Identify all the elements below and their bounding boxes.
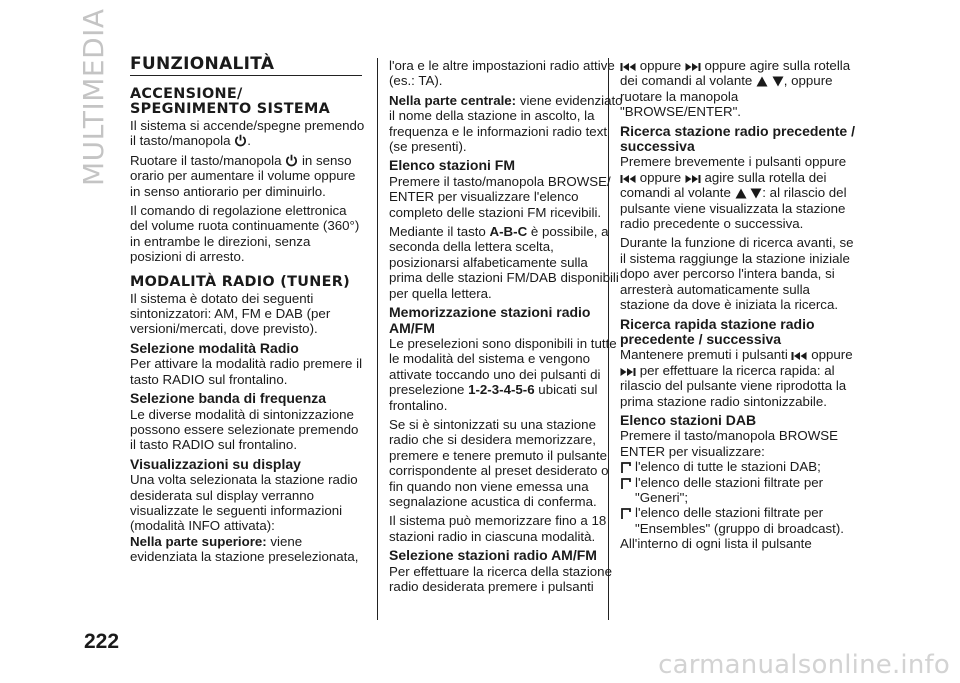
paragraph: Una volta selezionata la stazione radio desiderata sul display verranno visualizzate le seguenti informazioni (modalità INFO attivata): [130,472,358,534]
heading-selezione-banda: Selezione banda di frequenza [130,390,327,407]
bullet-icon [620,508,632,520]
heading-ricerca-stazione: Ricerca stazione radio precedente / successiva [620,122,855,155]
previous-track-icon [620,62,636,72]
heading-memorizzazione: Memorizzazione stazioni radio AM/FM [389,304,591,336]
paragraph: Premere brevemente i pulsanti oppure oppure agire sulla rotella dei comandi al volante : al rilascio del pulsante viene visualizzata la stazione radio precedente o successiva. [620,154,847,232]
list-item: l'elenco di tutte le stazioni DAB; [620,459,855,474]
heading-visualizzazioni: Visualizzazioni su display [130,455,301,472]
paragraph: Per effettuare la ricerca della stazione radio desiderata premere i pulsanti [389,563,612,594]
column-divider [377,58,378,620]
arrow-up-icon [735,188,747,199]
paragraph: Se si è sintonizzati su una stazione radio che si desidera memorizzare, premere e tenere premuto il pulsante corrispondente al preset desiderato o fin quando non viene emessa una segnalazione acustica di conferma. [389,416,609,509]
heading-selezione-stazioni: Selezione stazioni radio AM/FM [389,547,597,564]
arrow-down-icon [772,76,784,87]
heading-accensione: ACCENSIONE/ SPEGNIMENTO SISTEMA [130,86,331,117]
heading-elenco-fm: Elenco stazioni FM [389,157,516,174]
paragraph: Le diverse modalità di sintonizzazione possono essere selezionate premendo il tasto RADIO sul frontalino. [130,406,359,453]
previous-track-icon [791,351,807,361]
column-1 [130,55,365,569]
paragraph: oppure oppure agire sulla rotella dei comandi al volante , oppure ruotare la manopola "BROWSE/ENTER". [620,58,851,120]
list-item: l'elenco delle stazioni filtrate per "Ensembles" (gruppo di broadcast). [620,505,855,536]
paragraph: Il sistema è dotato dei seguenti sintonizzatori: AM, FM e DAB (per versioni/mercati, dove previsto). [130,290,331,337]
list-item: l'elenco delle stazioni filtrate per "Generi"; [620,475,855,506]
arrow-down-icon [750,188,762,199]
power-icon [234,134,247,147]
paragraph: Il sistema può memorizzare fino a 18 stazioni radio in ciascuna modalità. [389,513,607,544]
next-track-icon [685,174,701,184]
paragraph: Ruotare il tasto/manopola in senso orario per aumentare il volume oppure in senso antiorario per diminuirlo. [130,152,356,199]
bullet-icon [620,478,632,490]
bullet-icon [620,462,632,474]
paragraph: Premere il tasto/manopola BROWSE/ ENTER per visualizzare l'elenco completo delle stazioni FM ricevibili. [389,173,611,220]
paragraph: Nella parte centrale: viene evidenziato il nome della stazione in ascolto, la frequenza e le informazioni radio text (se presenti). [389,92,623,155]
watermark: carmanualsonline.info [658,650,950,680]
heading-modalita-radio: MODALITÀ RADIO (TUNER) [130,273,350,290]
paragraph: Il comando di regolazione elettronica del volume ruota continuamente (360°) in entrambe le direzioni, senza posizioni di arresto. [130,203,360,265]
paragraph: Durante la funzione di ricerca avanti, se il sistema raggiunge la stazione iniziale dopo aver percorso l'intera banda, si arresterà automaticamente sulla stazione da dove è iniziata la ricerca. [620,235,854,313]
paragraph: Premere il tasto/manopola BROWSE ENTER per visualizzare: [620,428,839,459]
power-icon [285,154,298,167]
paragraph: Per attivare la modalità radio premere il tasto RADIO sul frontalino. [130,356,363,387]
paragraph: Le preselezioni sono disponibili in tutte le modalità del sistema e vengono attivate toccando uno dei pulsanti di preselezione 1-2-3-4-5-6 ubicati sul frontalino. [389,335,617,413]
column-3 [620,58,855,556]
paragraph: Mantenere premuti i pulsanti oppure per effettuare la ricerca rapida: al rilascio del pulsante viene riprodotta la prima stazione radio sintonizzabile. [620,347,853,409]
arrow-up-icon [756,76,768,87]
section-side-label: MULTIMEDIA [77,8,110,186]
paragraph: All'interno di ogni lista il pulsante [620,536,812,552]
heading-ricerca-rapida: Ricerca rapida stazione radio precedente / successiva [620,315,815,347]
heading-selezione-modalita: Selezione modalità Radio [130,339,299,356]
next-track-icon [685,62,701,72]
paragraph: Nella parte superiore: viene evidenziata la stazione preselezionata, [130,533,359,565]
next-track-icon [620,367,636,377]
page-number: 222 [84,630,120,653]
paragraph: l'ora e le altre impostazioni radio attive (es.: TA). [389,58,615,89]
page-title: FUNZIONALITÀ [130,54,275,74]
paragraph: Mediante il tasto A-B-C è possibile, a seconda della lettera scelta, posizionarsi alfabeticamente sulla prima delle stazioni FM/DAB disponibili per quella lettera. [389,224,619,301]
paragraph: Il sistema si accende/spegne premendo il tasto/manopola . [130,118,365,149]
column-2 [389,58,624,598]
previous-track-icon [620,174,636,184]
heading-elenco-dab: Elenco stazioni DAB [620,411,757,428]
